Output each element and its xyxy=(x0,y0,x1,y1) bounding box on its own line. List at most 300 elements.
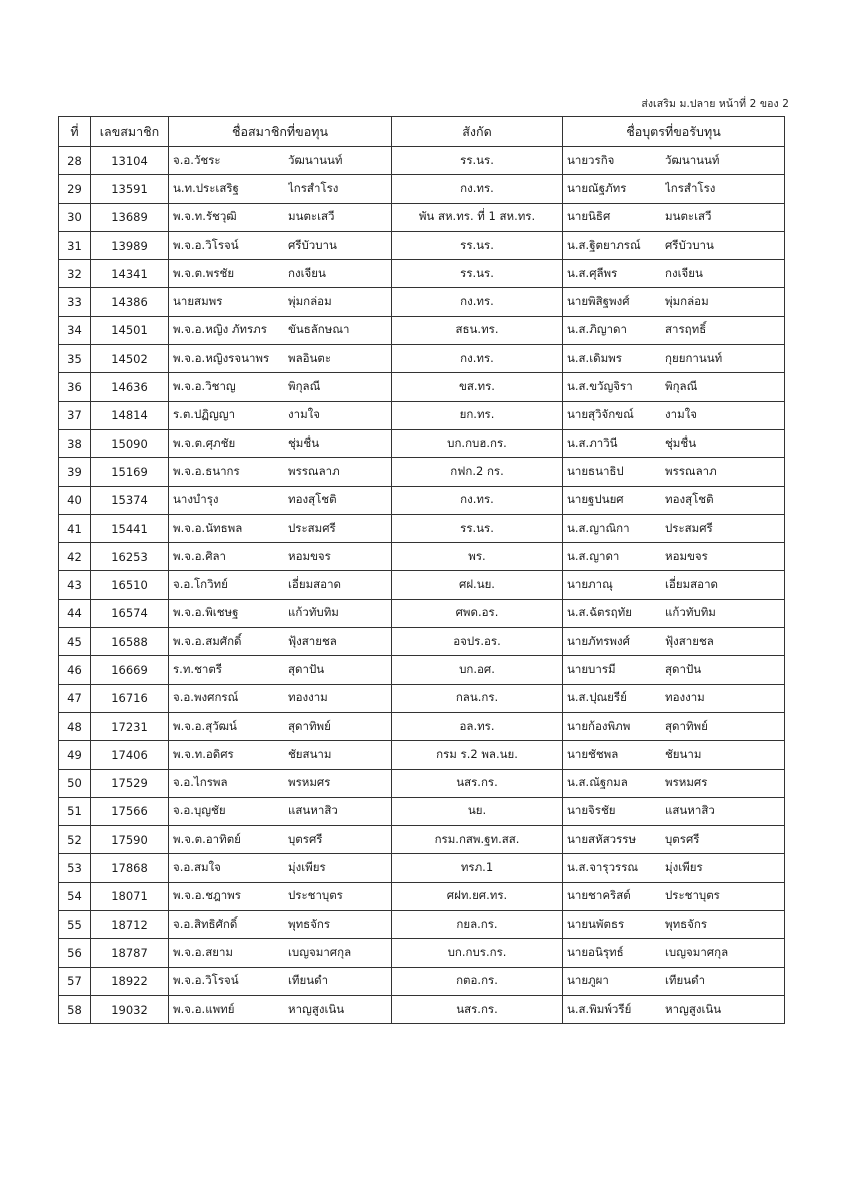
child-first-name: นายฐปนยศ xyxy=(567,492,624,507)
member-id: 18071 xyxy=(91,882,169,910)
member-name-cell xyxy=(169,967,392,995)
unit: รร.นร. xyxy=(392,147,563,175)
child-name-cell xyxy=(563,599,785,627)
child-last-name: แสนหาสิว xyxy=(665,803,715,818)
member-first-name: พ.จ.อ.วิชาญ xyxy=(173,379,236,394)
unit: กรม ร.2 พล.นย. xyxy=(392,741,563,769)
member-first-name: พ.จ.อ.แพทย์ xyxy=(173,1001,235,1016)
child-first-name: นายภาณุ xyxy=(567,577,613,592)
child-name-cell xyxy=(563,147,785,175)
unit: กฟก.2 กร. xyxy=(392,458,563,486)
child-first-name: นายภัทรพงศ์ xyxy=(567,633,630,648)
member-name-cell xyxy=(169,939,392,967)
child-last-name: ชุ่มชื่น xyxy=(665,435,697,450)
member-first-name: พ.จ.อ.วิโรจน์ xyxy=(173,237,239,252)
table-row xyxy=(59,288,785,316)
child-name-cell xyxy=(563,316,785,344)
member-id: 14636 xyxy=(91,373,169,401)
member-last-name: พลอินตะ xyxy=(288,350,332,365)
child-first-name: นายณัฐภัทร xyxy=(567,180,627,195)
member-first-name: จ.อ.พงศกรณ์ xyxy=(173,690,239,705)
child-last-name: พิกุลณี xyxy=(665,379,698,394)
child-name-cell xyxy=(563,175,785,203)
child-first-name: น.ส.ภาวินี xyxy=(567,435,618,450)
unit: รร.นร. xyxy=(392,260,563,288)
row-number: 57 xyxy=(59,967,91,995)
member-id: 16510 xyxy=(91,571,169,599)
member-id: 16716 xyxy=(91,684,169,712)
member-name-cell xyxy=(169,147,392,175)
member-last-name: บุตรศรี xyxy=(288,831,323,846)
member-first-name: พ.จ.ท.รัชวุฒิ xyxy=(173,209,237,224)
row-number: 56 xyxy=(59,939,91,967)
member-first-name: พ.จ.ท.อดิศร xyxy=(173,746,234,761)
child-last-name: พรรณลาภ xyxy=(665,463,717,478)
child-first-name: นายก้องพิภพ xyxy=(567,718,631,733)
member-last-name: งามใจ xyxy=(288,407,321,422)
child-name-cell xyxy=(563,995,785,1023)
member-last-name: ประสมศรี xyxy=(288,520,336,535)
unit: กลน.กร. xyxy=(392,684,563,712)
member-id: 17590 xyxy=(91,826,169,854)
member-first-name: พ.จ.ต.อาทิตย์ xyxy=(173,831,241,846)
row-number: 50 xyxy=(59,769,91,797)
child-name-cell xyxy=(563,203,785,231)
table-row xyxy=(59,373,785,401)
row-number: 44 xyxy=(59,599,91,627)
child-name-cell xyxy=(563,854,785,882)
member-name-cell xyxy=(169,995,392,1023)
member-id: 17406 xyxy=(91,741,169,769)
child-first-name: นายนพัตธร xyxy=(567,916,625,931)
child-first-name: น.ส.พิมพ์วรีย์ xyxy=(567,1001,632,1016)
member-first-name: พ.จ.ต.ศุภชัย xyxy=(173,435,236,450)
child-name-cell xyxy=(563,656,785,684)
child-last-name: สารฤทธิ์ xyxy=(665,322,707,337)
row-number: 46 xyxy=(59,656,91,684)
child-first-name: น.ส.ญาดา xyxy=(567,548,620,563)
child-last-name: ทองงาม xyxy=(665,690,705,705)
member-name-cell xyxy=(169,458,392,486)
unit: ทรภ.1 xyxy=(392,854,563,882)
member-last-name: พิกุลณี xyxy=(288,379,321,394)
member-id: 17566 xyxy=(91,797,169,825)
member-name-cell xyxy=(169,203,392,231)
child-first-name: น.ส.ศุลีพร xyxy=(567,265,618,280)
member-name-cell xyxy=(169,712,392,740)
child-last-name: บุตรศรี xyxy=(665,831,700,846)
member-last-name: ทองสุโชติ xyxy=(288,492,337,507)
row-number: 37 xyxy=(59,401,91,429)
member-id: 15090 xyxy=(91,429,169,457)
member-name-cell xyxy=(169,486,392,514)
child-last-name: มนตะเสวี xyxy=(665,209,712,224)
child-first-name: นายสุวิจักขณ์ xyxy=(567,407,634,422)
member-last-name: วัฒนานนท์ xyxy=(288,152,343,167)
member-last-name: ชัยสนาม xyxy=(288,746,332,761)
child-first-name: น.ส.ฉัตรฤทัย xyxy=(567,605,632,620)
child-last-name: พุ่มกล่อม xyxy=(665,294,709,309)
member-first-name: จ.อ.วัชระ xyxy=(173,152,221,167)
child-first-name: น.ส.จารุวรรณ xyxy=(567,860,639,875)
child-last-name: ชัยนาม xyxy=(665,746,702,761)
child-name-cell xyxy=(563,712,785,740)
child-last-name: ทองสุโชติ xyxy=(665,492,714,507)
unit: บก.กบร.กร. xyxy=(392,939,563,967)
member-id: 13104 xyxy=(91,147,169,175)
member-name-cell xyxy=(169,882,392,910)
child-name-cell xyxy=(563,345,785,373)
member-first-name: พ.จ.อ.นัทธพล xyxy=(173,520,243,535)
member-id: 15374 xyxy=(91,486,169,514)
child-name-cell xyxy=(563,486,785,514)
column-header-member-id: เลขสมาชิก xyxy=(91,117,169,147)
child-first-name: นายจิรชัย xyxy=(567,803,616,818)
member-id: 13591 xyxy=(91,175,169,203)
child-last-name: เทียนดำ xyxy=(665,973,706,988)
member-first-name: พ.จ.อ.สุวัฒน์ xyxy=(173,718,237,733)
child-first-name: นายนิธิศ xyxy=(567,209,611,224)
row-number: 30 xyxy=(59,203,91,231)
table-row xyxy=(59,741,785,769)
child-first-name: น.ส.ปุณยรีย์ xyxy=(567,690,627,705)
member-first-name: พ.จ.อ.หญิง ภัทรภร xyxy=(173,322,267,337)
column-header-member-name: ชื่อสมาชิกที่ขอทุน xyxy=(169,117,392,147)
table-row xyxy=(59,203,785,231)
row-number: 52 xyxy=(59,826,91,854)
member-id: 14502 xyxy=(91,345,169,373)
unit: ยก.ทร. xyxy=(392,401,563,429)
child-last-name: ประชาบุตร xyxy=(665,888,720,903)
row-number: 43 xyxy=(59,571,91,599)
member-id: 16669 xyxy=(91,656,169,684)
member-id: 17529 xyxy=(91,769,169,797)
member-last-name: สุดาปัน xyxy=(288,661,325,676)
member-last-name: ชุ่มชื่น xyxy=(288,435,320,450)
member-name-cell xyxy=(169,514,392,542)
child-name-cell xyxy=(563,628,785,656)
table-row xyxy=(59,939,785,967)
child-last-name: ฟุ้งสายชล xyxy=(665,633,714,648)
table-header xyxy=(59,117,785,147)
child-last-name: กงเจียน xyxy=(665,265,703,280)
row-number: 31 xyxy=(59,231,91,259)
child-first-name: นายบารมี xyxy=(567,661,616,676)
child-first-name: นายภูผา xyxy=(567,973,609,988)
member-first-name: จ.อ.สิทธิศักดิ์ xyxy=(173,916,238,931)
child-last-name: หาญสูงเนิน xyxy=(665,1001,722,1016)
unit: กง.ทร. xyxy=(392,175,563,203)
child-first-name: น.ส.ภิญาดา xyxy=(567,322,627,337)
unit: กง.ทร. xyxy=(392,486,563,514)
member-first-name: จ.อ.โกวิทย์ xyxy=(173,577,228,592)
member-id: 16588 xyxy=(91,628,169,656)
member-first-name: พ.จ.อ.ศิลา xyxy=(173,548,226,563)
unit: สธน.ทร. xyxy=(392,316,563,344)
member-name-cell xyxy=(169,911,392,939)
unit: บก.กบฮ.กร. xyxy=(392,429,563,457)
table-row xyxy=(59,599,785,627)
child-first-name: นายอนิรุทธ์ xyxy=(567,944,624,959)
child-name-cell xyxy=(563,939,785,967)
table-row xyxy=(59,967,785,995)
member-first-name: พ.จ.อ.สยาม xyxy=(173,944,233,959)
row-number: 55 xyxy=(59,911,91,939)
unit: รร.นร. xyxy=(392,231,563,259)
child-last-name: ไกรสำโรง xyxy=(665,180,716,195)
page-number-note: ส่งเสริม ม.ปลาย หน้าที่ 2 ของ 2 xyxy=(641,98,789,110)
member-last-name: มนตะเสวี xyxy=(288,209,335,224)
row-number: 45 xyxy=(59,628,91,656)
row-number: 33 xyxy=(59,288,91,316)
member-name-cell xyxy=(169,656,392,684)
child-last-name: วัฒนานนท์ xyxy=(665,152,720,167)
unit: พัน สห.ทร. ที่ 1 สห.ทร. xyxy=(392,203,563,231)
child-name-cell xyxy=(563,684,785,712)
child-name-cell xyxy=(563,741,785,769)
member-id: 13689 xyxy=(91,203,169,231)
member-id: 14341 xyxy=(91,260,169,288)
row-number: 58 xyxy=(59,995,91,1023)
member-name-cell xyxy=(169,854,392,882)
member-id: 14814 xyxy=(91,401,169,429)
unit: ศฝ.นย. xyxy=(392,571,563,599)
member-last-name: พรหมศร xyxy=(288,775,331,790)
unit: กรม.กสพ.ฐท.สส. xyxy=(392,826,563,854)
row-number: 29 xyxy=(59,175,91,203)
unit: พร. xyxy=(392,543,563,571)
unit: ศพด.อร. xyxy=(392,599,563,627)
row-number: 38 xyxy=(59,429,91,457)
child-last-name: ประสมศรี xyxy=(665,520,713,535)
child-last-name: พรหมศร xyxy=(665,775,708,790)
child-name-cell xyxy=(563,826,785,854)
member-name-cell xyxy=(169,741,392,769)
table-row xyxy=(59,656,785,684)
member-last-name: พรรณลาภ xyxy=(288,463,340,478)
member-first-name: น.ท.ประเสริฐ xyxy=(173,180,239,195)
member-name-cell xyxy=(169,797,392,825)
member-id: 15441 xyxy=(91,514,169,542)
child-last-name: สุดาปัน xyxy=(665,661,702,676)
child-first-name: น.ส.ณัฐกมล xyxy=(567,775,628,790)
member-name-cell xyxy=(169,571,392,599)
member-last-name: เบญจมาศกุล xyxy=(288,944,352,959)
member-name-cell xyxy=(169,175,392,203)
child-name-cell xyxy=(563,882,785,910)
member-id: 17868 xyxy=(91,854,169,882)
child-last-name: เอี่ยมสอาด xyxy=(665,577,719,592)
member-last-name: ขันธลักษณา xyxy=(288,322,350,337)
member-name-cell xyxy=(169,684,392,712)
table-row xyxy=(59,401,785,429)
member-name-cell xyxy=(169,231,392,259)
unit: บก.อศ. xyxy=(392,656,563,684)
member-last-name: เอี่ยมสอาด xyxy=(288,577,342,592)
member-first-name: จ.อ.บุญชัย xyxy=(173,803,226,818)
member-name-cell xyxy=(169,288,392,316)
member-name-cell xyxy=(169,628,392,656)
member-name-cell xyxy=(169,599,392,627)
row-number: 35 xyxy=(59,345,91,373)
child-last-name: พุทธจักร xyxy=(665,916,708,931)
child-name-cell xyxy=(563,288,785,316)
table-row xyxy=(59,797,785,825)
child-name-cell xyxy=(563,514,785,542)
member-name-cell xyxy=(169,401,392,429)
header-row xyxy=(59,117,785,147)
member-last-name: หาญสูงเนิน xyxy=(288,1001,345,1016)
unit: นสร.กร. xyxy=(392,769,563,797)
unit: ขส.ทร. xyxy=(392,373,563,401)
row-number: 32 xyxy=(59,260,91,288)
table-row xyxy=(59,882,785,910)
row-number: 51 xyxy=(59,797,91,825)
member-id: 17231 xyxy=(91,712,169,740)
table-row xyxy=(59,316,785,344)
row-number: 53 xyxy=(59,854,91,882)
member-last-name: เทียนดำ xyxy=(288,973,329,988)
unit: อจปร.อร. xyxy=(392,628,563,656)
table-row xyxy=(59,769,785,797)
row-number: 49 xyxy=(59,741,91,769)
member-id: 18712 xyxy=(91,911,169,939)
member-name-cell xyxy=(169,769,392,797)
member-id: 14501 xyxy=(91,316,169,344)
unit: ศฝท.ยศ.ทร. xyxy=(392,882,563,910)
child-last-name: งามใจ xyxy=(665,407,698,422)
scholarship-table xyxy=(58,116,785,1024)
row-number: 47 xyxy=(59,684,91,712)
member-id: 13989 xyxy=(91,231,169,259)
table-row xyxy=(59,911,785,939)
row-number: 41 xyxy=(59,514,91,542)
member-first-name: จ.อ.ไกรพล xyxy=(173,775,228,790)
child-first-name: นายชาคริสต์ xyxy=(567,888,631,903)
table-row xyxy=(59,995,785,1023)
member-first-name: พ.จ.อ.ชฎาพร xyxy=(173,888,241,903)
child-first-name: น.ส.ญาณิกา xyxy=(567,520,630,535)
member-first-name: พ.จ.ต.พรชัย xyxy=(173,265,235,280)
member-last-name: แก้วทับทิม xyxy=(288,605,339,620)
child-name-cell xyxy=(563,231,785,259)
table-row xyxy=(59,854,785,882)
column-header-no: ที่ xyxy=(59,117,91,147)
member-name-cell xyxy=(169,429,392,457)
unit: กตอ.กร. xyxy=(392,967,563,995)
table-row xyxy=(59,231,785,259)
child-first-name: น.ส.ฐิตยาภรณ์ xyxy=(567,237,641,252)
member-last-name: พุทธจักร xyxy=(288,916,331,931)
table-row xyxy=(59,628,785,656)
table-row xyxy=(59,543,785,571)
child-name-cell xyxy=(563,429,785,457)
child-name-cell xyxy=(563,769,785,797)
row-number: 40 xyxy=(59,486,91,514)
child-name-cell xyxy=(563,967,785,995)
table-row xyxy=(59,345,785,373)
column-header-unit: สังกัด xyxy=(392,117,563,147)
child-last-name: หอมขจร xyxy=(665,548,708,563)
member-first-name: นางบำรุง xyxy=(173,492,219,507)
child-last-name: มุ่งเพียร xyxy=(665,860,703,875)
member-last-name: พุ่มกล่อม xyxy=(288,294,332,309)
child-first-name: นายธนาธิป xyxy=(567,463,624,478)
member-last-name: แสนหาสิว xyxy=(288,803,338,818)
member-last-name: กงเจียน xyxy=(288,265,326,280)
member-first-name: นายสมพร xyxy=(173,294,223,309)
member-first-name: พ.จ.อ.วิโรจน์ xyxy=(173,973,239,988)
member-last-name: สุดาทิพย์ xyxy=(288,718,331,733)
member-id: 16253 xyxy=(91,543,169,571)
child-first-name: นายวรกิจ xyxy=(567,152,615,167)
member-id: 16574 xyxy=(91,599,169,627)
row-number: 54 xyxy=(59,882,91,910)
child-last-name: แก้วทับทิม xyxy=(665,605,716,620)
table-body xyxy=(59,147,785,1024)
member-last-name: มุ่งเพียร xyxy=(288,860,326,875)
unit: นย. xyxy=(392,797,563,825)
member-name-cell xyxy=(169,260,392,288)
member-id: 18922 xyxy=(91,967,169,995)
child-last-name: เบญจมาศกุล xyxy=(665,944,729,959)
member-first-name: จ.อ.สมใจ xyxy=(173,860,221,875)
member-name-cell xyxy=(169,316,392,344)
child-last-name: กุยยกานนท์ xyxy=(665,350,723,365)
table-row xyxy=(59,514,785,542)
member-first-name: พ.จ.อ.สมศักดิ์ xyxy=(173,633,242,648)
unit: กยล.กร. xyxy=(392,911,563,939)
unit: อล.ทร. xyxy=(392,712,563,740)
table-row xyxy=(59,175,785,203)
member-first-name: ร.ท.ชาตรี xyxy=(173,661,222,676)
child-first-name: นายสหัสวรรษ xyxy=(567,831,637,846)
row-number: 48 xyxy=(59,712,91,740)
member-name-cell xyxy=(169,373,392,401)
child-last-name: สุดาทิพย์ xyxy=(665,718,708,733)
unit: กง.ทร. xyxy=(392,288,563,316)
member-last-name: ไกรสำโรง xyxy=(288,180,339,195)
member-last-name: ศรีบัวบาน xyxy=(288,237,337,252)
child-first-name: นายชัชพล xyxy=(567,746,619,761)
member-id: 15169 xyxy=(91,458,169,486)
unit: รร.นร. xyxy=(392,514,563,542)
member-first-name: ร.ต.ปฏิญญา xyxy=(173,407,236,422)
member-last-name: ฟุ้งสายชล xyxy=(288,633,337,648)
child-name-cell xyxy=(563,571,785,599)
table-row xyxy=(59,147,785,175)
member-last-name: หอมขจร xyxy=(288,548,331,563)
table-row xyxy=(59,260,785,288)
child-name-cell xyxy=(563,260,785,288)
row-number: 42 xyxy=(59,543,91,571)
member-id: 18787 xyxy=(91,939,169,967)
table-row xyxy=(59,684,785,712)
member-first-name: พ.จ.อ.ธนากร xyxy=(173,463,240,478)
child-name-cell xyxy=(563,797,785,825)
member-id: 14386 xyxy=(91,288,169,316)
member-id: 19032 xyxy=(91,995,169,1023)
row-number: 39 xyxy=(59,458,91,486)
child-name-cell xyxy=(563,543,785,571)
table-row xyxy=(59,571,785,599)
child-first-name: นายพิสิฐพงศ์ xyxy=(567,294,630,309)
child-name-cell xyxy=(563,458,785,486)
member-last-name: ทองงาม xyxy=(288,690,328,705)
child-name-cell xyxy=(563,911,785,939)
row-number: 34 xyxy=(59,316,91,344)
child-first-name: น.ส.ขวัญจิรา xyxy=(567,379,633,394)
